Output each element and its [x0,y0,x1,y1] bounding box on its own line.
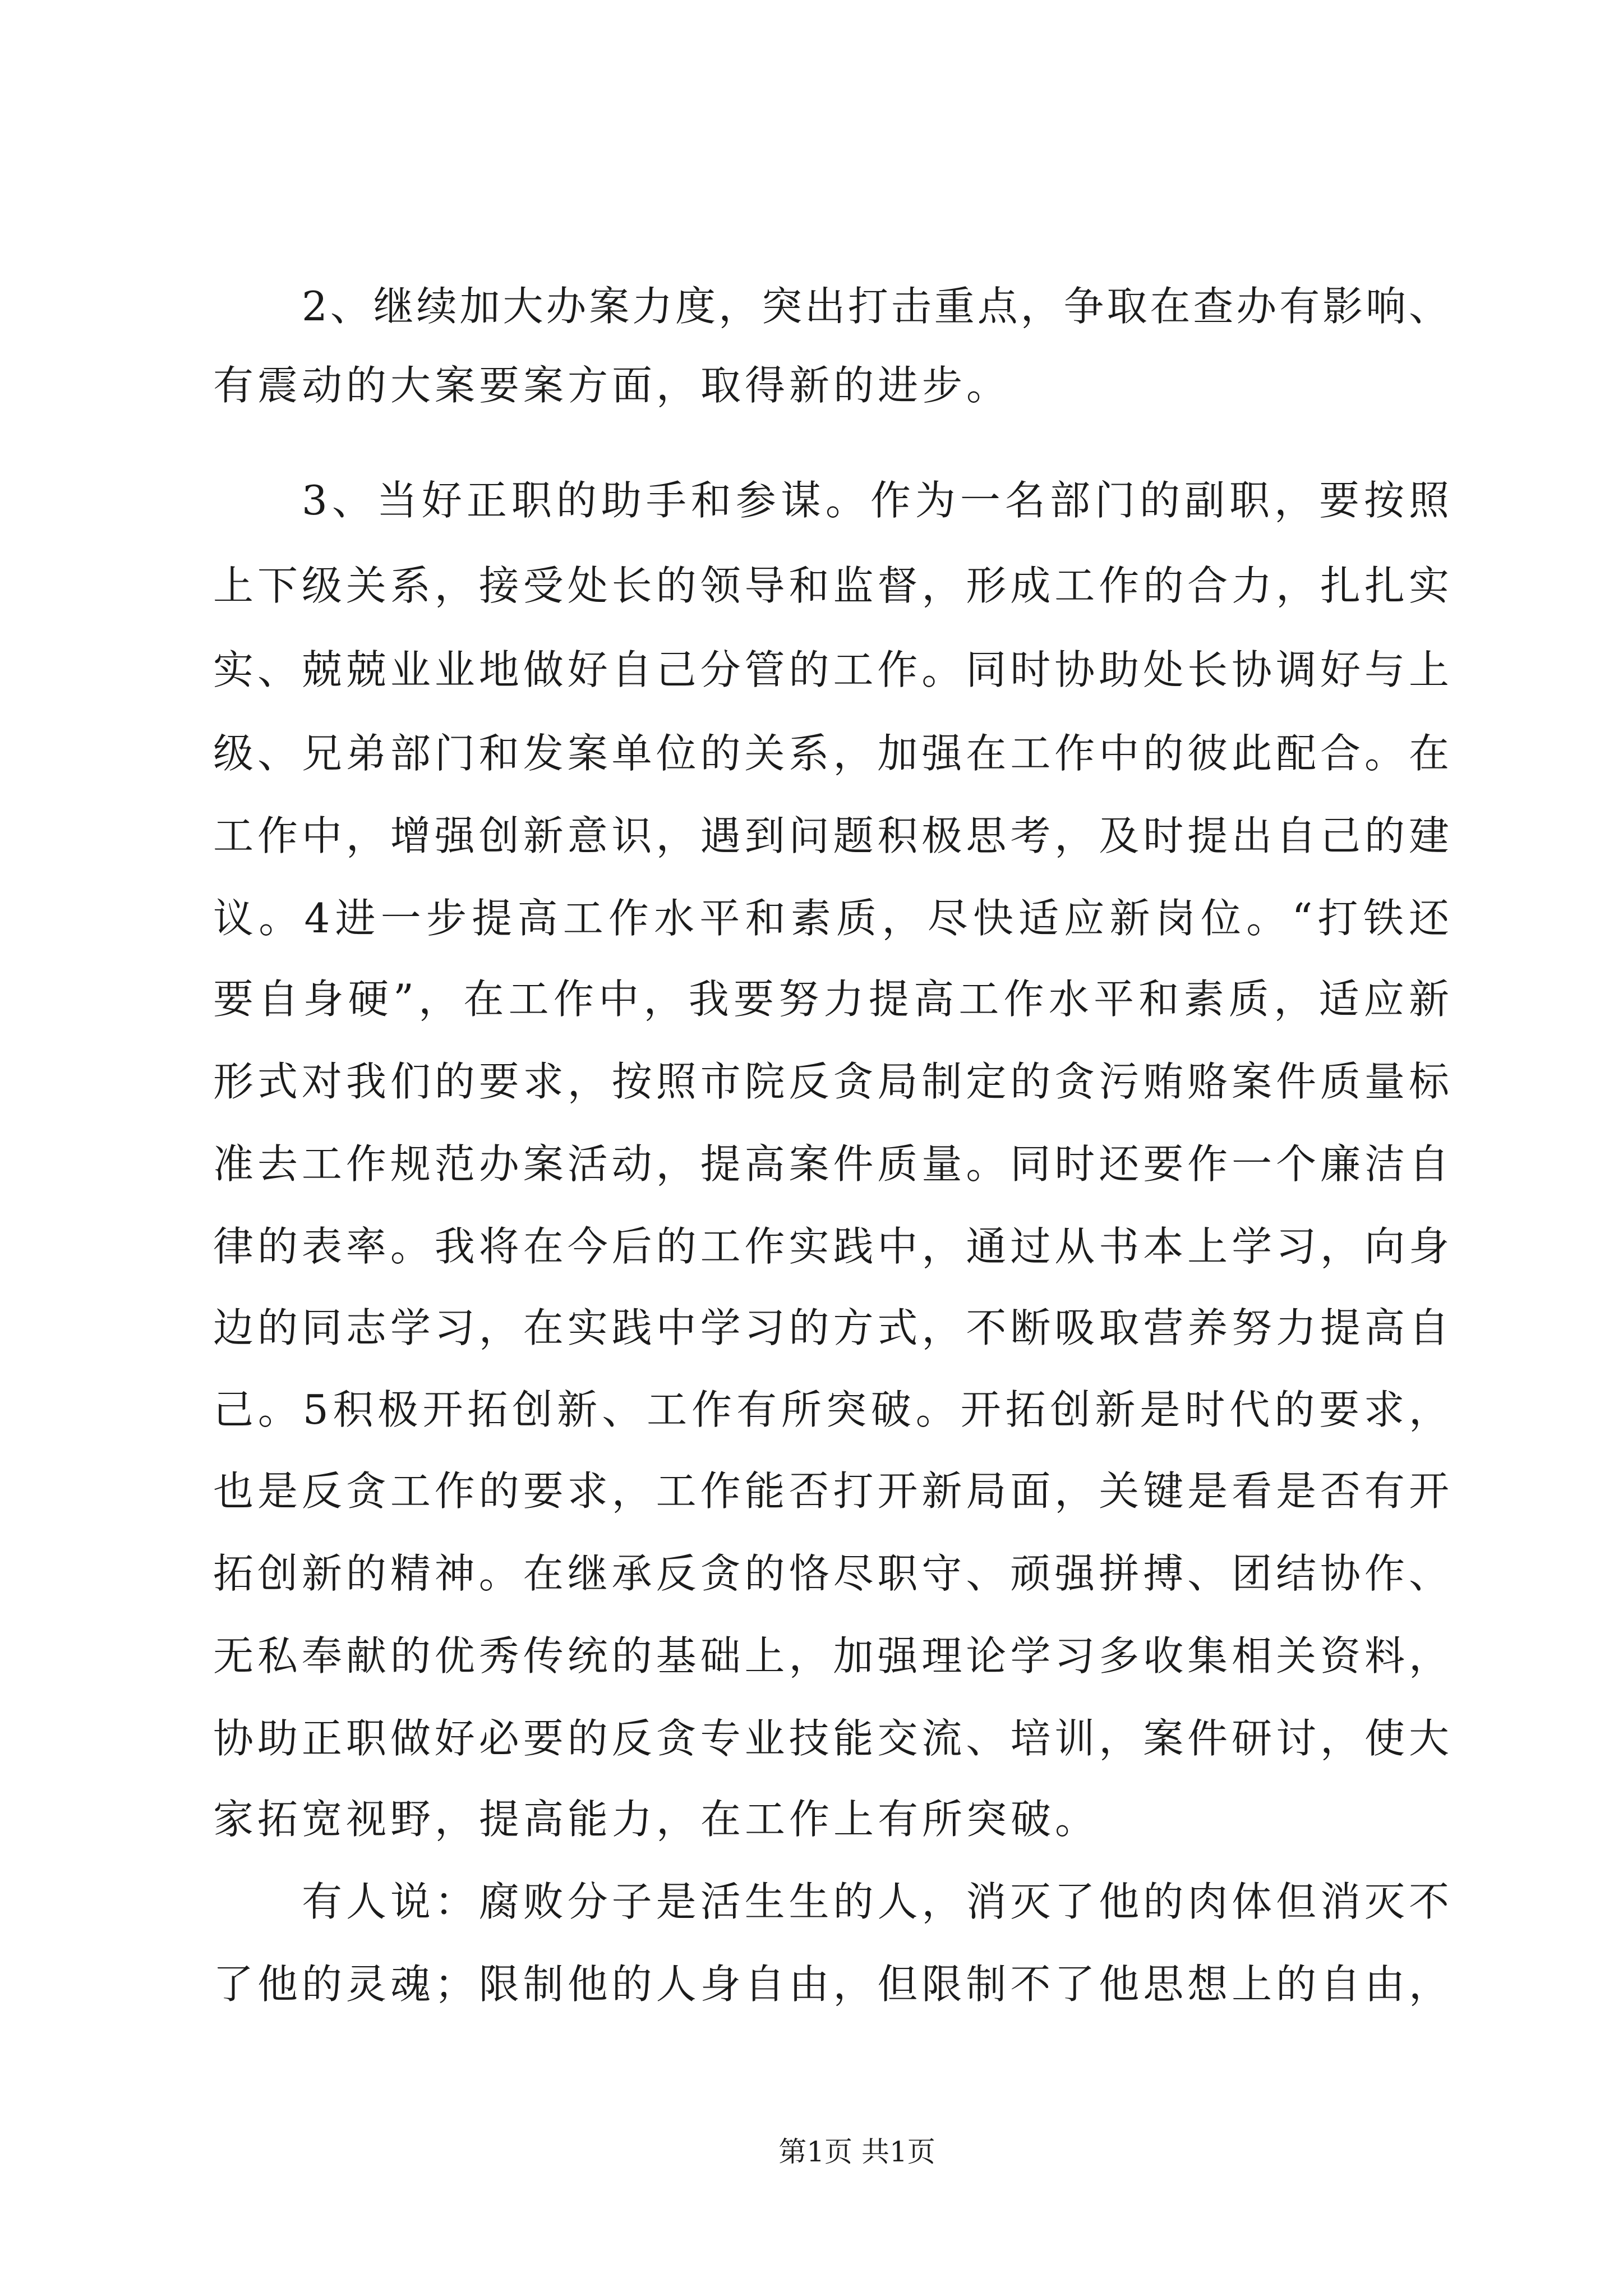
text-line: 有人说：腐败分子是活生生的人，消灭了他的肉体但消灭不 [302,1878,1449,1925]
text-line: 无私奉献的优秀传统的基础上，加强理论学习多收集相关资料， [213,1632,1449,1680]
text-line: 也是反贪工作的要求，工作能否打开新局面，关键是看是否有开 [213,1467,1449,1515]
page-number-footer: 第1页 共1页 [778,2136,935,2168]
text-line: 己。5积极开拓创新、工作有所突破。开拓创新是时代的要求， [213,1386,1449,1433]
text-line: 3、当好正职的助手和参谋。作为一名部门的副职，要按照 [302,477,1449,524]
text-line: 边的同志学习，在实践中学习的方式，不断吸取营养努力提高自 [213,1304,1449,1351]
text-line: 家拓宽视野，提高能力，在工作上有所突破。 [213,1796,1100,1843]
text-line: 议。4进一步提高工作水平和素质，尽快适应新岗位。“打铁还 [213,895,1449,942]
text-line: 律的表率。我将在今后的工作实践中，通过从书本上学习，向身 [213,1223,1449,1270]
text-line: 形式对我们的要求，按照市院反贪局制定的贪污贿赂案件质量标 [213,1058,1449,1105]
text-line: 级、兄弟部门和发案单位的关系，加强在工作中的彼此配合。在 [213,730,1449,777]
text-line: 工作中，增强创新意识，遇到问题积极思考，及时提出自己的建 [213,812,1449,859]
text-line: 有震动的大案要案方面，取得新的进步。 [213,362,1011,409]
text-line: 实、兢兢业业地做好自己分管的工作。同时协助处长协调好与上 [213,646,1449,693]
text-line: 了他的灵魂；限制他的人身自由，但限制不了他思想上的自由， [213,1961,1449,2008]
text-line: 2、继续加大办案力度，突出打击重点，争取在查办有影响、 [302,283,1449,330]
text-line: 协助正职做好必要的反贪专业技能交流、培训，案件研讨，使大 [213,1715,1449,1762]
text-line: 要自身硬”，在工作中，我要努力提高工作水平和素质，适应新 [213,976,1449,1023]
text-line: 上下级关系，接受处长的领导和监督，形成工作的合力，扎扎实 [213,562,1449,609]
text-line: 拓创新的精神。在继承反贪的恪尽职守、顽强拼搏、团结协作、 [213,1550,1449,1597]
text-line: 准去工作规范办案活动，提高案件质量。同时还要作一个廉洁自 [213,1140,1449,1188]
